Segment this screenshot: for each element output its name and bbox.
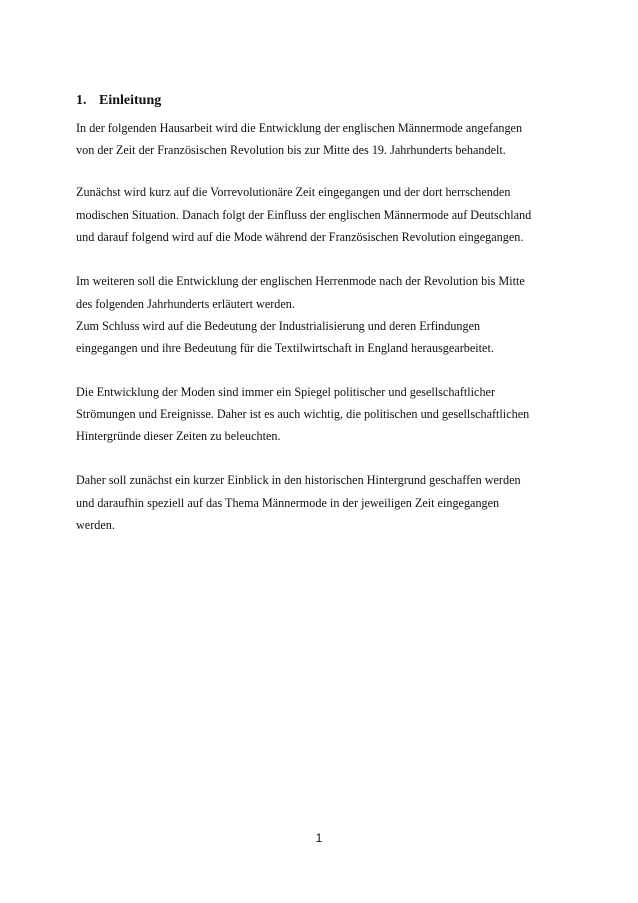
text-line: Zunächst wird kurz auf die Vorrevolutionäre Zeit eingegangen und der dort herrschenden [76, 185, 511, 199]
text-line: In der folgenden Hausarbeit wird die Entwicklung der englischen Männermode angefangen [76, 121, 523, 135]
text-line: Hintergründe dieser Zeiten zu beleuchten. [76, 429, 281, 443]
text-line: modischen Situation. Danach folgt der Einfluss der englischen Männermode auf Deutschland [76, 208, 532, 222]
text-line: des folgenden Jahrhunderts erläutert werden. [76, 297, 295, 311]
text-line: und darauf folgend wird auf die Mode während der Französischen Revolution eingegangen. [76, 230, 524, 244]
text-line: Im weiteren soll die Entwicklung der englischen Herrenmode nach der Revolution bis Mitte [76, 274, 525, 288]
text-line: eingegangen und ihre Bedeutung für die Textilwirtschaft in England herausgearbeitet. [76, 341, 494, 355]
text-line: und daraufhin speziell auf das Thema Männermode in der jeweiligen Zeit eingegangen [76, 496, 500, 510]
text-line: werden. [76, 518, 115, 532]
text-line: Daher soll zunächst ein kurzer Einblick in den historischen Hintergrund geschaffen werden [76, 473, 521, 487]
text-line: Die Entwicklung der Moden sind immer ein Spiegel politischer und gesellschaftlicher [76, 385, 496, 399]
section-number: 1. [76, 93, 87, 108]
page-number: 1 [315, 831, 323, 845]
text-line: von der Zeit der Französischen Revolution bis zur Mitte des 19. Jahrhunderts behandelt. [76, 143, 506, 157]
section-title: Einleitung [99, 93, 162, 108]
text-line: Zum Schluss wird auf die Bedeutung der Industrialisierung und deren Erfindungen [76, 319, 481, 333]
section-heading [76, 92, 161, 110]
text-line: Strömungen und Ereignisse. Daher ist es auch wichtig, die politischen und gesellschaftlichen [76, 407, 530, 421]
